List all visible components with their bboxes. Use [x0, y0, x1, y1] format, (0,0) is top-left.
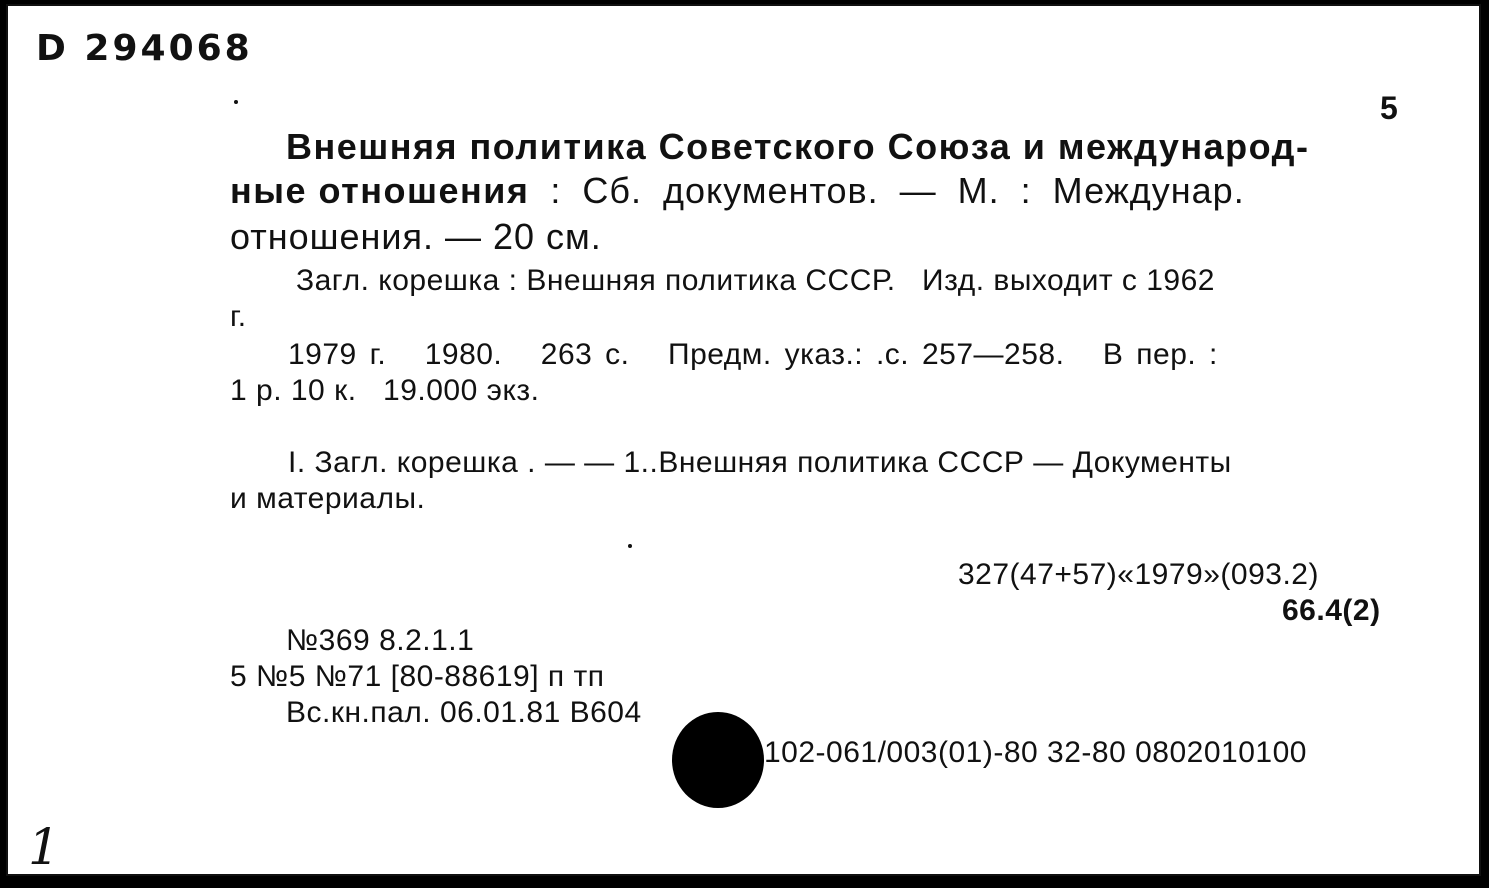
code-line: 102-061/003(01)-80 32-80 0802010100 — [764, 736, 1307, 769]
note-line-1: Загл. корешка : Внешняя политика СССР. Изд. выходит с 1962 — [296, 264, 1215, 297]
issue-line-1: 1979 г. 1980. 263 с. Предм. указ.: .с. 257—258. В пер. : — [288, 338, 1218, 371]
title-bold-part: ные отношения — [230, 170, 530, 211]
speck — [628, 544, 632, 548]
page-number: 5 — [1380, 90, 1400, 126]
corner-mark: 1 — [28, 818, 60, 876]
bbk-index: 66.4(2) — [1282, 594, 1381, 627]
title-line-1: Внешняя политика Советского Союза и международ- — [286, 126, 1310, 167]
tracing-line-2: и материалы. — [230, 482, 426, 515]
issue-line-2: 1 р. 10 к. 19.000 экз. — [230, 374, 540, 407]
speck — [234, 100, 238, 104]
order-line-3: Вс.кн.пал. 06.01.81 В604 — [286, 696, 642, 729]
title-rest-part: : Сб. документов. — М. : Междунар. — [529, 170, 1245, 211]
order-line-2: 5 №5 №71 [80-88619] п тп — [230, 660, 605, 693]
title-line-3: отношения. — 20 см. — [230, 216, 602, 257]
accession-number: D 294068 — [36, 28, 253, 69]
punch-hole — [672, 712, 764, 808]
tracing-line-1: I. Загл. корешка . — — 1..Внешняя политика СССР — Документы — [288, 446, 1232, 479]
udc-index: 327(47+57)«1979»(093.2) — [958, 558, 1319, 591]
note-line-2: г. — [230, 300, 247, 333]
title-line-2 — [230, 170, 1245, 212]
catalog-card — [6, 4, 1481, 876]
order-line-1: №369 8.2.1.1 — [286, 624, 475, 657]
